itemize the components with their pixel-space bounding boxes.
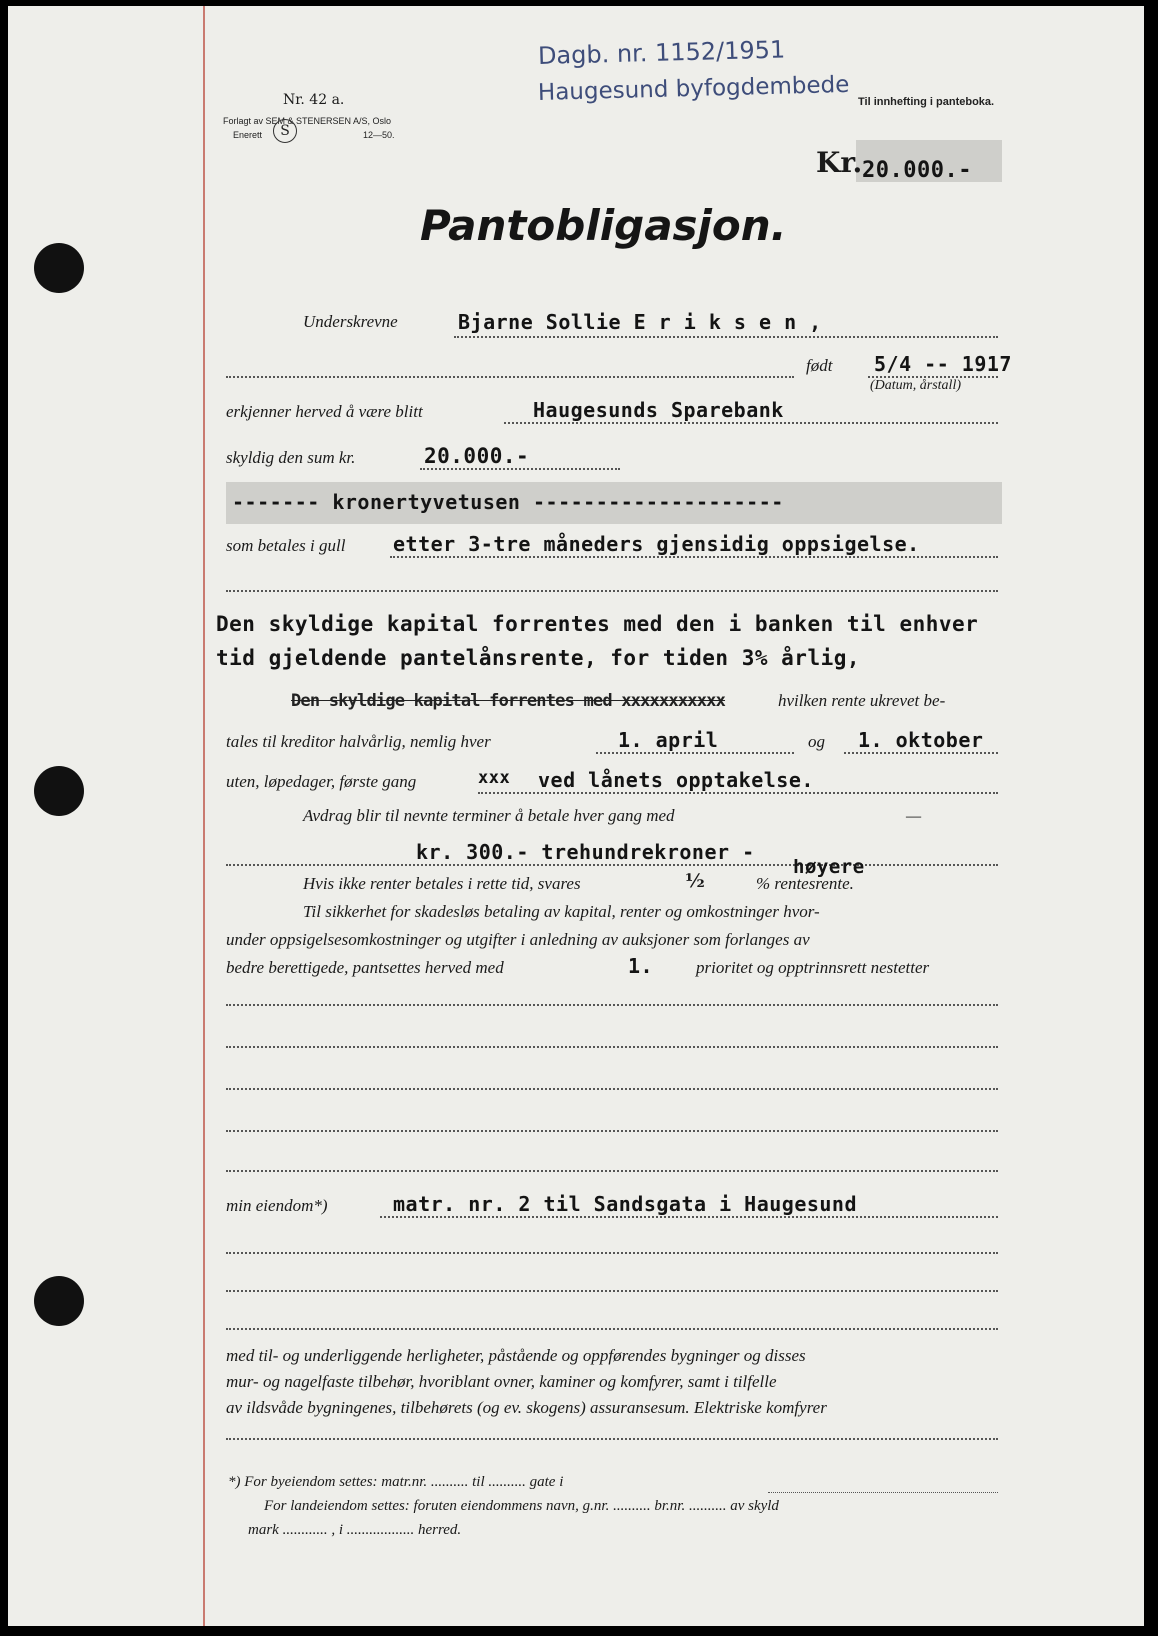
label-installment: Avdrag blir til nevnte terminer å betale hver gang med [303,806,675,825]
line-blank-10 [226,1328,998,1330]
line-payable [390,556,998,558]
footnote-2: For landeiendom settes: foruten eiendommens navn, g.nr. .......... br.nr. .......... av skyld [264,1498,779,1514]
copyright: Enerett [233,130,263,140]
sum-figures: 20.000.- [424,444,530,468]
registry-stamp-number: Dagb. nr. 1152/1951 [537,35,786,70]
punch-hole-bottom [34,1276,84,1326]
due-date-1: 1. april [618,728,719,752]
due-date-2: 1. oktober [858,728,984,752]
installment-amount: kr. 300.- trehundrekroner - [416,840,755,864]
first-time-struck: xxx [478,768,511,788]
line-sum [420,468,620,470]
line-blank-6 [226,1130,998,1132]
footnote-line-1 [768,1492,998,1493]
line-blank-8 [226,1252,998,1254]
line-first-time [478,792,998,794]
line-due-1 [596,752,794,754]
publisher: Forlagt av SEM & STENERSEN A/S, Oslo [223,116,392,126]
punch-hole-top [34,243,84,293]
line-due-2 [844,752,998,754]
interest-line-1: Den skyldige kapital forrentes med den i banken til enhver [216,612,979,636]
footnote-3: mark ............ , i .................. herred. [248,1522,462,1538]
footnote-1: *) For byeiendom settes: matr.nr. .......... til .......... gate i [228,1474,564,1490]
line-blank-11 [226,1438,998,1440]
label-creditor-terms: tales til kreditor halvårlig, nemlig hver [226,732,491,751]
label-first-time: uten, løpedager, første gang [226,772,417,791]
label-undersigned: Underskrevne [303,312,398,331]
margin-rule [203,6,205,1626]
publisher-logo: S [273,119,297,143]
security-line-3a: bedre berettigede, pantsettes herved med [226,958,504,977]
installment-higher: høyere [793,856,865,878]
line-blank-3 [226,1004,998,1006]
line-property [380,1216,998,1218]
interest-line-2: tid gjeldende pantelånsrente, for tiden 3% årlig, [216,646,861,670]
form-number: Nr. 42 a. [283,92,345,108]
struck-text: Den skyldige kapital forrentes med xxxxxxxxxxx [291,691,726,711]
document-page [8,6,1144,1626]
line-blank-1 [226,376,794,378]
line-blank-9 [226,1290,998,1292]
line-blank-4 [226,1046,998,1048]
late-rate: ½ [685,870,705,892]
line-blank-5 [226,1088,998,1090]
security-line-1: Til sikkerhet for skadesløs betaling av kapital, renter og omkostninger hvor- [303,902,820,921]
amount-prefix: Kr. [816,146,863,179]
edition: 12—50. [363,130,395,140]
punch-hole-middle [34,766,84,816]
payment-terms: etter 3-tre måneders gjensidig oppsigelse. [393,532,920,556]
label-owing: skyldig den sum kr. [226,448,356,467]
registry-stamp-office: Haugesund byfogdembede [537,71,850,106]
line-creditor [504,422,998,424]
line-undersigned [454,336,998,338]
priority: 1. [628,954,654,978]
label-acknowledge: erkjenner herved å være blitt [226,402,423,421]
amount-value: 20.000.- [862,158,972,183]
appurtenance-line-3: av ildsvåde bygningenes, tilbehørets (og ev. skogens) assuransesum. Elektriske komfyrer [226,1398,827,1417]
label-payable: som betales i gull [226,536,346,555]
label-late-a: Hvis ikke renter betales i rette tid, svares [303,874,581,893]
sum-words: ------- kronertyvetusen -------------------- [232,490,784,514]
date-hint: (Datum, årstall) [870,378,961,393]
security-line-3b: prioritet og opptrinnsrett nestetter [696,958,930,977]
appurtenance-line-1: med til- og underliggende herligheter, påstående og oppførendes bygninger og disses [226,1346,806,1365]
first-due: ved lånets opptakelse. [538,768,814,792]
label-interest-tail: hvilken rente ukrevet be- [778,691,946,710]
label-late-b: % rentesrente. [756,874,854,893]
label-property: min eiendom*) [226,1196,328,1215]
appurtenance-line-2: mur- og nagelfaste tilbehør, hvoriblant ovner, kaminer og komfyrer, samt i tilfelle [226,1372,777,1391]
label-and: og [808,732,825,751]
security-line-2: under oppsigelsesomkostninger og utgifter i anledning av auksjoner som forlanges av [226,930,810,949]
document-title: Pantobligasjon. [420,201,787,250]
attach-note: Til innhefting i panteboka. [858,96,995,108]
property-description: matr. nr. 2 til Sandsgata i Haugesund [393,1192,858,1216]
line-blank-7 [226,1170,998,1172]
line-blank-2 [226,590,998,592]
line-installment [226,864,998,866]
birth-date: 5/4 -- 1917 [874,352,1012,376]
debtor-name: Bjarne Sollie E r i k s e n , [458,310,822,334]
installment-dash: — [906,806,922,825]
label-born: født [806,356,833,375]
creditor-name: Haugesunds Sparebank [533,398,784,422]
